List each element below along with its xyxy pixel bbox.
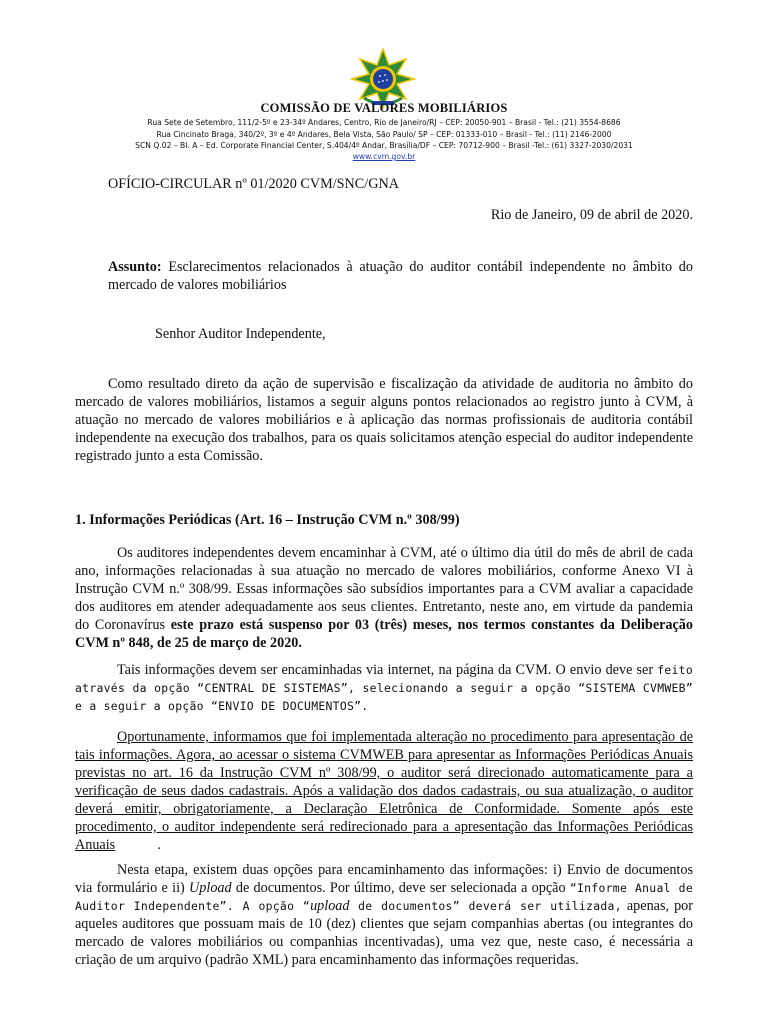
intro-paragraph [75, 375, 693, 465]
s1-p4-upload-italic: Upload [189, 880, 232, 896]
s1-p4-upload-italic-2: upload [310, 898, 350, 914]
s1-p1-text: Os auditores independentes devem encaminhar à CVM, até o último dia útil do mês de abril de cada ano, informações relacionadas à sua atuação no mercado de valores mobiliários, conforme Anexo VI à Instrução CVM n.º 308/99. Essas informações são subsídios importantes para a CVM avaliar a capacidade dos auditores em atender adequadamente aos seus clientes. Entretanto, neste ano, em virtude da pandemia do Coronavírus [75, 545, 693, 633]
s1-p4-text-c: apenas, por aqueles auditores que possuam mais de 10 (dez) clientes que sejam companhias abertas (ou integrantes do mercado de valores mobiliários ou companhias incentivadas), uma vez que, neste caso, é necessária a criação de um arquivo (padrão XML) para encaminhamento das informações requeridas. [75, 898, 693, 968]
oficio-number: OFÍCIO-CIRCULAR nº 01/2020 CVM/SNC/GNA [108, 176, 399, 192]
salutation: Senhor Auditor Independente, [155, 326, 326, 342]
s1-p4-text-b: de documentos. Por último, deve ser selecionada a opção [231, 880, 570, 896]
s1-p3-period: . [157, 837, 161, 853]
section-1-paragraph-4 [75, 861, 693, 969]
subject-label: Assunto: [108, 259, 162, 275]
organization-name: COMISSÃO DE VALORES MOBILIÁRIOS [260, 101, 508, 115]
section-1-paragraph-3 [75, 728, 693, 854]
section-1-paragraph-2 [75, 661, 693, 715]
address-line-rio: Rua Sete de Setembro, 111/2-5º e 23-34º Andares, Centro, Rio de Janeiro/RJ – CEP: 20050-901 – Brasil - Tel.: (21) 3554-8686 [147, 118, 621, 127]
s1-p3-text: Oportunamente, informamos que foi implementada alteração no procedimento para apresentação de tais informações. Agora, ao acessar o sistema CVMWEB para apresentar as Informações Periódicas Anuais previstas no art. 16 da Instrução CVM nº 308/99, o auditor será direcionado automaticamente para a verificação de seus dados cadastrais. Após a validação dos dados cadastrais, ou sua atualização, o auditor deverá emitir, obrigatoriamente, a Declaração Eletrônica de Conformidade. Somente após este procedimento, o auditor independente será redirecionado para a apresentação das Informações Periódicas Anuais [75, 729, 693, 853]
website-link[interactable]: www.cvm.gov.br [352, 152, 416, 161]
intro-text: Como resultado direto da ação de supervisão e fiscalização da atividade de auditoria no âmbito do mercado de valores mobiliários, listamos a seguir alguns pontos relacionados ao registro junto à CVM, à atuação no mercado de valores mobiliários e à aplicação das normas profissionais de auditoria contábil independente na execução dos trabalhos, para os quais solicitamos atenção especial do auditor independente registrado junto a esta Comissão. [75, 376, 693, 464]
address-line-sao-paulo: Rua Cincinato Braga, 340/2º, 3º e 4º Andares, Bela Vista, São Paulo/ SP – CEP: 01333-010 – Brasil - Tel.: (11) 2146-2000 [156, 130, 612, 139]
subject-text: Esclarecimentos relacionados à atuação do auditor contábil independente no âmbito do mercado de valores mobiliários [108, 259, 693, 293]
s1-p1-bold-text: este prazo está suspenso por 03 (três) meses, nos termos constantes da Deliberação CVM nº 848, de 25 de março de 2020. [75, 617, 693, 651]
s1-p4-mono-a: “Informe Anual de Auditor Independente”. A opção “ [75, 881, 693, 913]
section-1-title: 1. Informações Periódicas (Art. 16 – Instrução CVM n.º 308/99) [75, 512, 460, 528]
letter-date: Rio de Janeiro, 09 de abril de 2020. [490, 207, 693, 223]
s1-p4-text-a: Nesta etapa, existem duas opções para encaminhamento das informações: i) Envio de documentos via formulário e ii) [75, 862, 693, 896]
s1-p4-mono-b: de documentos” deverá ser utilizada, [349, 899, 622, 913]
section-1-paragraph-1 [75, 544, 693, 652]
address-line-brasilia: SCN Q.02 – Bl. A – Ed. Corporate Financial Center, S.404/4º Andar, Brasília/DF – CEP: 70712-900 – Brasil -Tel.: (61) 3327-2030/2031 [135, 141, 633, 150]
subject-block [108, 258, 693, 294]
s1-p2-text: Tais informações devem ser encaminhadas via internet, na página da CVM. O envio deve ser [117, 662, 658, 678]
s1-p2-mono-text: feito através da opção “CENTRAL DE SISTEMAS”, selecionando a seguir a opção “SISTEMA CVMWEB” e a seguir a opção “ENVIO DE DOCUMENTOS”. [75, 663, 693, 713]
